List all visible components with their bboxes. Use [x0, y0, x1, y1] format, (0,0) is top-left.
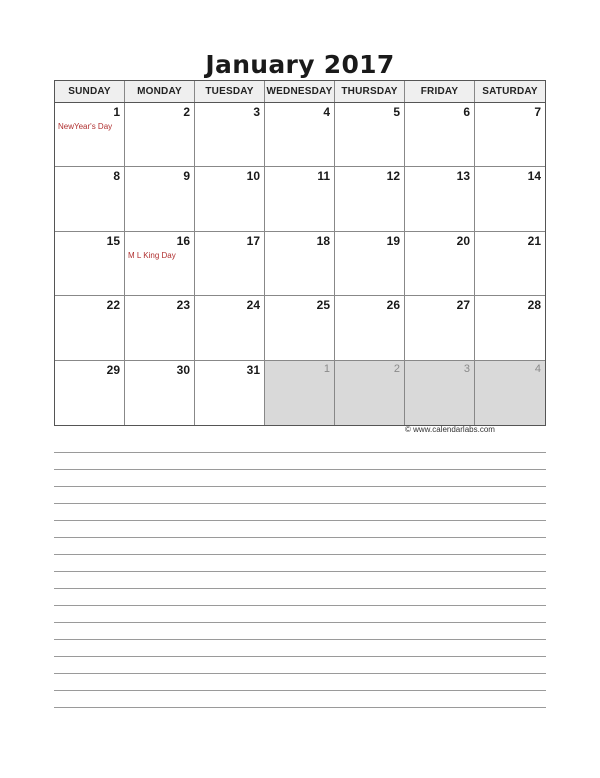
day-cell[interactable] [125, 232, 195, 296]
day-number: 14 [527, 169, 541, 184]
day-cell[interactable] [195, 103, 265, 167]
day-number: 12 [386, 169, 400, 184]
day-cell[interactable] [475, 232, 545, 296]
note-line [54, 605, 546, 606]
day-number: 19 [386, 233, 400, 248]
note-line [54, 622, 546, 623]
weekday-friday: FRIDAY [405, 81, 475, 102]
day-cell[interactable] [125, 361, 195, 425]
weekday-sunday: SUNDAY [55, 81, 125, 102]
day-cell[interactable] [55, 296, 125, 360]
day-number: 10 [246, 169, 260, 184]
note-line [54, 554, 546, 555]
weekday-saturday: SATURDAY [482, 86, 538, 97]
day-cell[interactable] [335, 103, 405, 167]
day-cell[interactable] [55, 167, 125, 231]
day-number: 4 [534, 362, 541, 375]
day-number: 22 [106, 298, 120, 313]
day-number: 30 [176, 362, 190, 377]
note-line [54, 690, 546, 691]
calendar-title: January 2017 [205, 50, 395, 79]
day-number: 23 [176, 298, 190, 313]
day-number: 28 [527, 298, 541, 313]
day-cell[interactable] [195, 296, 265, 360]
weekday-monday: MONDAY [125, 81, 195, 102]
day-cell[interactable] [405, 232, 475, 296]
day-cell-other-month[interactable] [265, 361, 335, 425]
day-number: 17 [246, 233, 260, 248]
note-line [54, 588, 546, 589]
day-number: 25 [316, 298, 330, 313]
note-line [54, 469, 546, 470]
weekday-wednesday: WEDNESDAY [265, 81, 335, 102]
day-cell[interactable] [55, 232, 125, 296]
day-cell[interactable] [475, 167, 545, 231]
day-number: 11 [317, 169, 330, 184]
day-number: 18 [316, 233, 330, 248]
day-cell[interactable] [405, 167, 475, 231]
note-line [54, 537, 546, 538]
day-cell[interactable] [335, 296, 405, 360]
calendar-grid [54, 80, 546, 426]
day-cell[interactable] [195, 232, 265, 296]
day-number: 2 [183, 105, 190, 119]
day-number: 13 [456, 169, 470, 184]
day-number: 26 [386, 298, 400, 313]
holiday-label: M L King Day [128, 250, 176, 260]
day-number: 3 [253, 105, 260, 119]
day-number: 24 [246, 298, 260, 313]
day-cell[interactable] [265, 103, 335, 167]
day-cell[interactable] [125, 296, 195, 360]
weekday-tuesday: TUESDAY [195, 81, 265, 102]
day-number: 31 [246, 362, 260, 377]
day-number: 16 [176, 233, 190, 248]
day-number: 1 [113, 105, 120, 119]
day-cell-other-month[interactable] [335, 361, 405, 425]
note-line [54, 520, 546, 521]
note-line [54, 503, 546, 504]
day-number: 4 [323, 105, 330, 119]
note-line [54, 486, 546, 487]
weekday-thursday: THURSDAY [335, 81, 405, 102]
day-cell[interactable] [335, 167, 405, 231]
day-number: 5 [393, 105, 400, 119]
day-number: 20 [456, 233, 470, 248]
weekday-header-row [55, 81, 545, 103]
day-cell[interactable] [265, 167, 335, 231]
day-cell[interactable] [335, 232, 405, 296]
day-cell-other-month[interactable] [475, 361, 545, 425]
day-cell[interactable] [55, 361, 125, 425]
day-cell[interactable] [125, 103, 195, 167]
note-line [54, 707, 546, 708]
day-number: 15 [106, 233, 120, 248]
note-line [54, 639, 546, 640]
day-number: 21 [527, 233, 541, 248]
day-number: 29 [106, 362, 120, 377]
day-cell[interactable] [475, 296, 545, 360]
day-cell[interactable] [405, 103, 475, 167]
day-number: 8 [113, 169, 120, 184]
day-cell[interactable] [265, 296, 335, 360]
day-number: 3 [463, 362, 470, 375]
day-cell[interactable] [195, 167, 265, 231]
note-line [54, 673, 546, 674]
note-line [54, 656, 546, 657]
copyright-credit: © www.calendarlabs.com [405, 425, 495, 434]
day-number: 6 [463, 105, 470, 119]
day-cells [55, 103, 545, 425]
day-number: 9 [183, 169, 190, 184]
holiday-label: NewYear's Day [58, 122, 113, 131]
day-number: 1 [323, 362, 330, 375]
day-number: 7 [534, 105, 541, 119]
day-cell[interactable] [195, 361, 265, 425]
day-cell[interactable] [55, 103, 125, 167]
day-number: 2 [393, 362, 400, 375]
note-line [54, 571, 546, 572]
day-cell[interactable] [125, 167, 195, 231]
day-cell-other-month[interactable] [405, 361, 475, 425]
day-cell[interactable] [475, 103, 545, 167]
note-line [54, 452, 546, 453]
day-cell[interactable] [405, 296, 475, 360]
day-cell[interactable] [265, 232, 335, 296]
day-number: 27 [456, 298, 470, 313]
